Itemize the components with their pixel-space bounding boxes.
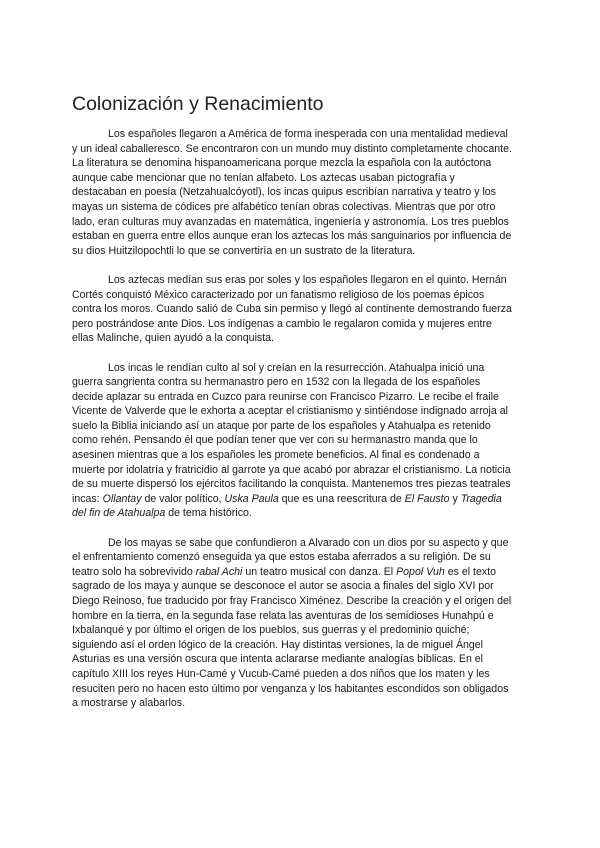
paragraph-text: Los aztecas medían sus eras por soles y los españoles llegaron en el quinto. Hernán Cortés conquistó México caracterizado por un fanatismo religioso de los poemas épicos contra los moros. Cuando salió de Cuba sin permiso y llegó al continente demostrando fuerza pero postrándose ante Dios. Los indígenas a cambio le regalaron comida y mujeres entre ellas Malinche, quien ayudó a la conquista. xyxy=(72,273,512,345)
body-paragraph xyxy=(72,536,512,711)
paragraph-text: De los mayas se sabe que confundieron a Alvarado con un dios por su aspecto y que el enfrentamiento comenzó enseguida ya que estos estaba aferrados a su religión. De su teatro solo ha sobrevivido xyxy=(72,536,509,578)
italic-title-text: rabal Achi xyxy=(195,565,243,578)
paragraph-text: un teatro musical con danza. El xyxy=(242,565,397,578)
paragraph-text: Los españoles llegaron a América de forma inesperada con una mentalidad medieval y un ideal caballeresco. Se encontraron con un mundo muy distinto completamente chocante. La literatura se denomina hispanoamericana porque mezcla la española con la autóctona aunque cabe mencionar que no tenían alfabeto. Los aztecas usaban pictografía y destacaban en poesía (Netzahualcóyotl), los incas quipus escribían narrativa y teatro y los mayas un sistema de códices pre alfabético tenían obras colectivas. Mientras que por otro lado, eran culturas muy avanzadas en matemática, ingeniería y astronomía. Los tres pueblos estaban en guerra entre ellos aunque eran los aztecas los más sanguinarios por influencia de su dios Huitzilopochtli lo que se convertiría en un sustrato de la literatura. xyxy=(72,128,512,257)
italic-title-text: Ollantay xyxy=(102,492,142,505)
paragraph-text: que es una reescritura de xyxy=(278,492,405,505)
document-page xyxy=(72,92,512,725)
paragraph-text: es el texto sagrado de los maya y aunque se desconoce el autor se asocia a finales del siglo XVI por Diego Reinoso, fue traducido por fray Francisco Ximénez. Describe la creación y el origen del hombre en la tierra, en la segunda fase relata las aventuras de los semidioses Hunahpú e Ixbalanqué y por último el origen de los pueblos, sus guerras y el predominio quiché; siguiendo así el orden lógico de la creación. Hay distintas versiones, la de miguel Ángel Asturias es una versión oscura que intenta aclararse mediante analogías bíblicas. En el capítulo XIII los reyes Hun-Camé y Vucub-Camé pueden a dos niños que los maten y les resuciten pero no hacen esto último por venganza y los habitantes escondidos son obligados a mostrarse y alabarlos. xyxy=(72,565,512,710)
paragraph-text: Los incas le rendían culto al sol y creían en la resurrección. Atahualpa inició una guerra sangrienta contra su hermanastro pero en 1532 con la llegada de los españoles decide aplazar su entrada en Cuzco para reunirse con Francisco Pizarro. Le recibe el fraile Vicente de Valverde que le exhorta a aceptar el cristianismo y sintiéndose indignado arroja al suelo la Biblia iniciando así un ataque por parte de los españoles y Atahualpa es retenido como rehén. Pensando él que podían tener que ver con su hermanastro manda que lo asesinen mientras que a los españoles les promete beneficios. Al final es condenado a muerte por idolatría y fratricidio al garrote ya que acabó por abrazar el cristianismo. La noticia de su muerte dispersó los ejércitos facilitando la conquista. Mantenemos tres piezas teatrales incas: xyxy=(72,361,511,505)
document-body xyxy=(72,127,512,711)
italic-title-text: El Fausto xyxy=(404,492,450,505)
body-paragraph xyxy=(72,127,512,258)
paragraph-text: de tema histórico. xyxy=(165,507,252,520)
document-title: Colonización y Renacimiento xyxy=(72,93,324,115)
italic-title-text: Tragedia del fin de Atahualpa xyxy=(72,492,502,520)
italic-title-text: Popol Vuh xyxy=(396,565,445,578)
body-paragraph xyxy=(72,273,512,346)
paragraph-text: y xyxy=(449,492,461,505)
italic-title-text: Uska Paula xyxy=(224,492,279,505)
body-paragraph xyxy=(72,361,512,522)
paragraph-text: de valor político, xyxy=(141,492,225,505)
